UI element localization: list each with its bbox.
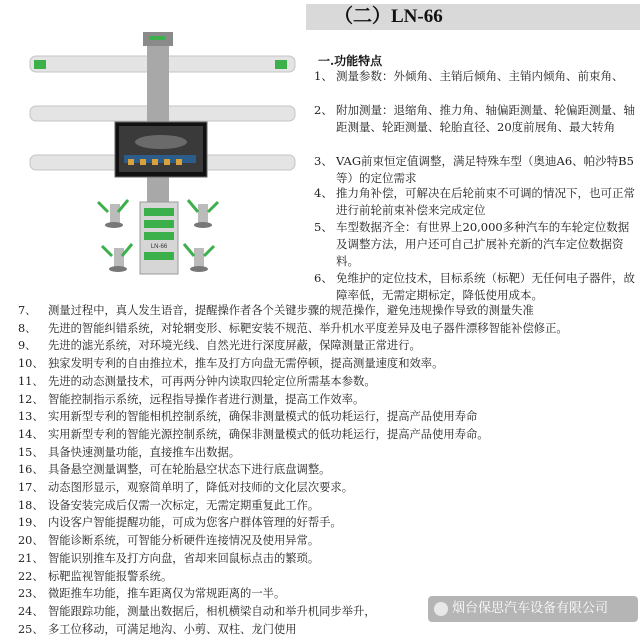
feature-number: 25、 (18, 622, 44, 636)
feature-number: 23、 (18, 587, 44, 601)
feature-number: 2、 (314, 103, 333, 117)
wechat-icon (434, 602, 448, 616)
feature-text: VAG前束恒定值调整，满足特殊车型（奥迪A6、帕沙特B5等）的定位需求 (336, 154, 634, 185)
feature-number: 16、 (18, 463, 44, 477)
feature-number: 18、 (18, 498, 44, 512)
feature-text: 车型数据齐全：有世界上20,000多种汽车的车轮定位数据及调整方法，用户还可自己扩展补充新的汽车定位数据资料。 (336, 220, 630, 268)
feature-item (18, 426, 489, 443)
aligner-illustration (10, 12, 300, 287)
cabinet (140, 202, 178, 274)
feature-text: 微距推车功能，推车距离仅为常规距离的一半。 (48, 587, 286, 601)
feature-number: 21、 (18, 551, 44, 565)
feature-text: 设备安装完成后仅需一次标定，无需定期重复此工作。 (48, 498, 320, 512)
feature-item (18, 585, 285, 602)
clamp-right-top (188, 200, 218, 228)
feature-item (18, 408, 477, 425)
feature-text: 先进的智能纠错系统，对轮辋变形、标靶安装不规范、举升机水平度差异及电子器件漂移智能补偿修正。 (48, 321, 568, 335)
feature-item (18, 621, 297, 638)
feature-item (18, 532, 319, 549)
cabinet-label: LN-66 (150, 244, 168, 250)
feature-text: 多工位移动，可满足地沟、小剪、双柱、龙门使用 (48, 622, 297, 636)
feature-item (18, 391, 364, 408)
feature-number: 12、 (18, 392, 44, 406)
feature-number: 3、 (314, 154, 333, 168)
feature-number: 15、 (18, 445, 44, 459)
feature-text: 测量参数：外倾角、主销后倾角、主销内倾角、前束角、 (336, 69, 624, 83)
feature-text: 具备悬空测量调整，可在轮胎悬空状态下进行底盘调整。 (48, 463, 331, 477)
feature-text: 智能控制指示系统，远程指导操作者进行测量，提高工作效率。 (48, 392, 365, 406)
feature-item (18, 444, 240, 461)
feature-number: 6、 (314, 271, 333, 285)
feature-item (18, 337, 421, 354)
page-title: （二）LN-66 (334, 6, 443, 27)
feature-number: 20、 (18, 534, 44, 548)
feature-text: 先进的滤光系统，对环境光线、自然光进行深度屏蔽，保障测量正常进行。 (48, 339, 421, 353)
feature-number: 7、 (18, 304, 37, 317)
feature-text: 推力角补偿，可解决在后轮前束不可调的情况下，也可正常进行前轮前束补偿来完成定位 (336, 186, 635, 217)
feature-number: 9、 (18, 339, 37, 353)
watermark (428, 596, 638, 622)
section-heading: 一.功能特点 (318, 54, 383, 68)
feature-item (18, 514, 342, 531)
feature-item (18, 373, 376, 390)
watermark-text: 烟台保思汽车设备有限公司 (452, 601, 609, 616)
clamp-left-top (98, 200, 128, 228)
feature-text: 智能识别推车及打方向盘，省却来回鼠标点击的繁琐。 (48, 551, 320, 565)
feature-number: 11、 (18, 374, 44, 388)
feature-text: 实用新型专利的智能相机控制系统，确保非测量模式的低功耗运行，提高产品使用寿命 (48, 410, 478, 424)
feature-text: 附加测量：退缩角、推力角、轴偏距测量、轮偏距测量、轴距测量、轮距测量、轮胎直径、20度前展角、最大转角 (336, 103, 635, 134)
feature-item (18, 497, 319, 514)
monitor (115, 122, 207, 177)
feature-item (18, 479, 353, 496)
feature-item (18, 603, 376, 620)
feature-number: 5、 (314, 220, 333, 234)
feature-text: 动态图形显示，观察简单明了，降低对技师的文化层次要求。 (48, 481, 354, 494)
feature-text: 独家发明专利的自由推拉术，推车及打方向盘无需停顿，提高测量速度和效率。 (48, 357, 444, 371)
feature-item (18, 568, 172, 585)
feature-item (18, 461, 330, 478)
feature-number: 14、 (18, 427, 44, 441)
feature-number: 8、 (18, 321, 37, 335)
feature-text: 智能诊断系统，可智能分析硬件连接情况及使用异常。 (48, 534, 320, 548)
feature-number: 22、 (18, 569, 44, 583)
feature-number: 17、 (18, 481, 44, 494)
clamp-left-bottom (102, 244, 132, 272)
feature-text: 免维护的定位技术，目标系统（标靶）无任何电子器件，故障率低，无需定期标定，降低使用成本。 (336, 271, 635, 302)
feature-text: 智能跟踪功能，测量出数据后，相机横梁自动和举升机同步举升， (48, 604, 376, 618)
feature-number: 10、 (18, 357, 44, 371)
feature-number: 24、 (18, 604, 44, 618)
feature-text: 具备快速测量功能，直接推车出数据。 (48, 445, 241, 459)
feature-item (18, 302, 534, 319)
feature-number: 13、 (18, 410, 44, 424)
feature-text: 先进的动态测量技术，可再两分钟内读取四轮定位所需基本参数。 (48, 374, 376, 388)
feature-text: 实用新型专利的智能光源控制系统，确保非测量模式的低功耗运行，提高产品使用寿命。 (48, 427, 489, 441)
feature-text: 标靶监视智能报警系统。 (48, 569, 173, 583)
clamp-right-bottom (184, 244, 214, 272)
feature-number: 19、 (18, 516, 44, 530)
feature-item (18, 320, 568, 337)
feature-number: 1、 (314, 69, 333, 83)
feature-text: 内设客户智能提醒功能，可成为您客户群体管理的好帮手。 (48, 516, 342, 530)
feature-item (18, 355, 443, 372)
feature-item (18, 550, 319, 567)
feature-text: 测量过程中，真人发生语音，提醒操作者各个关键步骤的规范操作，避免违规操作导致的测量失准 (48, 304, 534, 317)
feature-number: 4、 (314, 186, 333, 200)
